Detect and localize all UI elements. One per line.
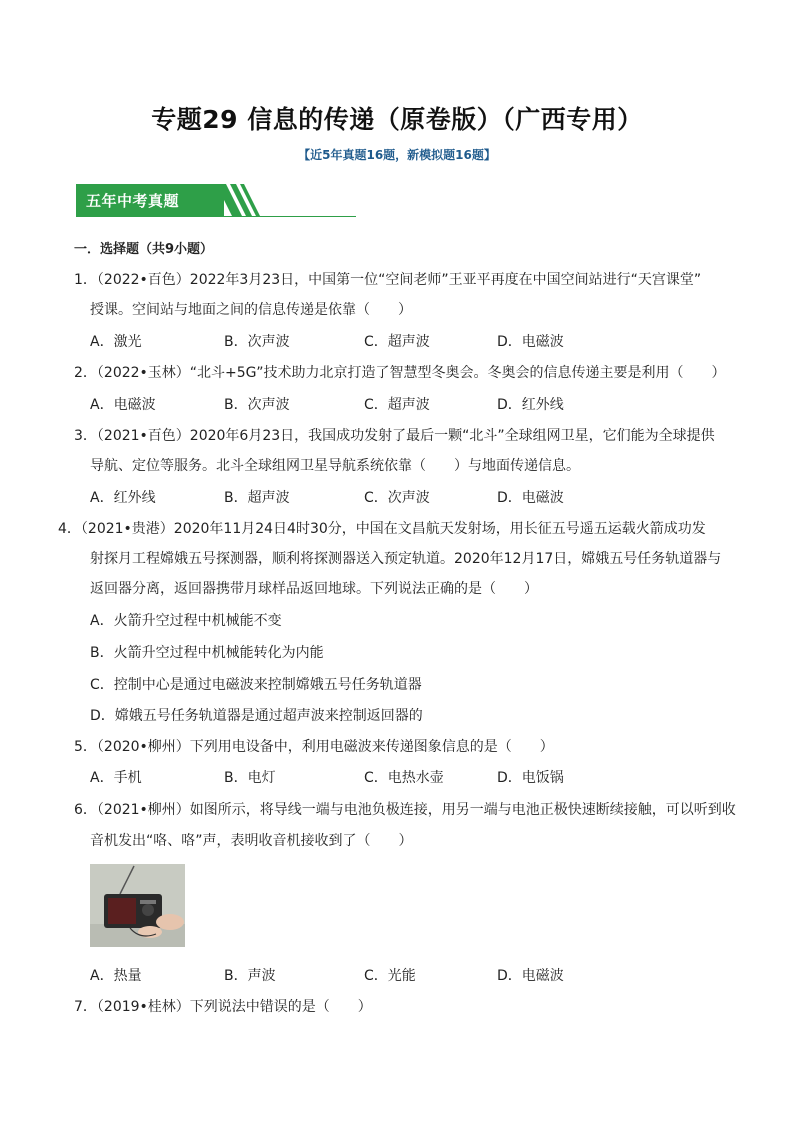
question-1-line-1: 1．（2022•百色）2022年3月23日，中国第一位“空间老师”王亚平再度在中国空间站进行“天宫课堂” xyxy=(74,272,702,288)
question-4-line-3: 返回器分离，返回器携带月球样品返回地球。下列说法正确的是（ ） xyxy=(90,581,538,597)
question-1-option-c[interactable]: C．超声波 xyxy=(364,334,430,350)
question-3-option-c[interactable]: C．次声波 xyxy=(364,490,430,506)
question-3-line-2: 导航、定位等服务。北斗全球组网卫星导航系统依靠（ ）与地面传递信息。 xyxy=(90,458,580,474)
question-1-option-b[interactable]: B．次声波 xyxy=(224,334,290,350)
question-3-line-1: 3．（2021•百色）2020年6月23日，我国成功发射了最后一颗“北斗”全球组网卫星，它们能为全球提供 xyxy=(74,428,715,444)
question-2-option-d[interactable]: D．红外线 xyxy=(497,397,564,413)
question-6-option-d[interactable]: D．电磁波 xyxy=(497,968,564,984)
question-2-option-a[interactable]: A．电磁波 xyxy=(90,397,156,413)
question-4-line-1: 4．（2021•贵港）2020年11月24日4时30分，中国在文昌航天发射场，用长征五号遥五运载火箭成功发 xyxy=(58,521,706,537)
question-4-option-c[interactable]: C．控制中心是通过电磁波来控制嫦娥五号任务轨道器 xyxy=(90,677,422,693)
page-subtitle: 【近5年真题16题，新模拟题16题】 xyxy=(298,148,496,162)
banner-stripes-icon xyxy=(216,184,260,216)
question-5-option-a[interactable]: A．手机 xyxy=(90,770,142,786)
section-banner xyxy=(76,184,356,220)
question-2-option-c[interactable]: C．超声波 xyxy=(364,397,430,413)
question-1-option-a[interactable]: A．激光 xyxy=(90,334,142,350)
question-4-option-b[interactable]: B．火箭升空过程中机械能转化为内能 xyxy=(90,645,324,661)
question-5-line-1: 5．（2020•柳州）下列用电设备中，利用电磁波来传递图象信息的是（ ） xyxy=(74,739,554,755)
question-2-line-1: 2．（2022•玉林）“北斗+5G”技术助力北京打造了智慧型冬奥会。冬奥会的信息传递主要是利用（ ） xyxy=(74,365,726,381)
radio-experiment-image xyxy=(90,864,185,947)
question-6-option-a[interactable]: A．热量 xyxy=(90,968,142,984)
question-5-option-b[interactable]: B．电灯 xyxy=(224,770,276,786)
question-6-option-c[interactable]: C．光能 xyxy=(364,968,416,984)
banner-label: 五年中考真题 xyxy=(86,192,180,210)
question-1-option-d[interactable]: D．电磁波 xyxy=(497,334,564,350)
question-3-option-a[interactable]: A．红外线 xyxy=(90,490,156,506)
question-6-line-1: 6．（2021•柳州）如图所示，将导线一端与电池负极连接，用另一端与电池正极快速断续接触，可以听到收 xyxy=(74,802,736,818)
question-4-option-d[interactable]: D．嫦娥五号任务轨道器是通过超声波来控制返回器的 xyxy=(90,708,423,724)
question-6-line-2: 音机发出“咯、咯”声，表明收音机接收到了（ ） xyxy=(90,833,413,849)
radio-photo xyxy=(90,864,185,947)
question-7-line-1: 7．（2019•桂林）下列说法中错误的是（ ） xyxy=(74,999,372,1015)
question-1-line-2: 授课。空间站与地面之间的信息传递是依靠（ ） xyxy=(90,302,412,318)
question-3-option-b[interactable]: B．超声波 xyxy=(224,490,290,506)
question-3-option-d[interactable]: D．电磁波 xyxy=(497,490,564,506)
question-4-option-a[interactable]: A．火箭升空过程中机械能不变 xyxy=(90,613,282,629)
question-5-option-d[interactable]: D．电饭锅 xyxy=(497,770,564,786)
banner-underline xyxy=(76,216,356,217)
question-4-line-2: 射探月工程嫦娥五号探测器，顺利将探测器送入预定轨道。2020年12月17日，嫦娥五号任务轨道器与 xyxy=(90,551,722,567)
question-2-option-b[interactable]: B．次声波 xyxy=(224,397,290,413)
question-5-option-c[interactable]: C．电热水壶 xyxy=(364,770,444,786)
question-6-option-b[interactable]: B．声波 xyxy=(224,968,276,984)
page-title: 专题29 信息的传递（原卷版）（广西专用） xyxy=(151,105,643,134)
section-heading: 一．选择题（共9小题） xyxy=(74,242,214,257)
